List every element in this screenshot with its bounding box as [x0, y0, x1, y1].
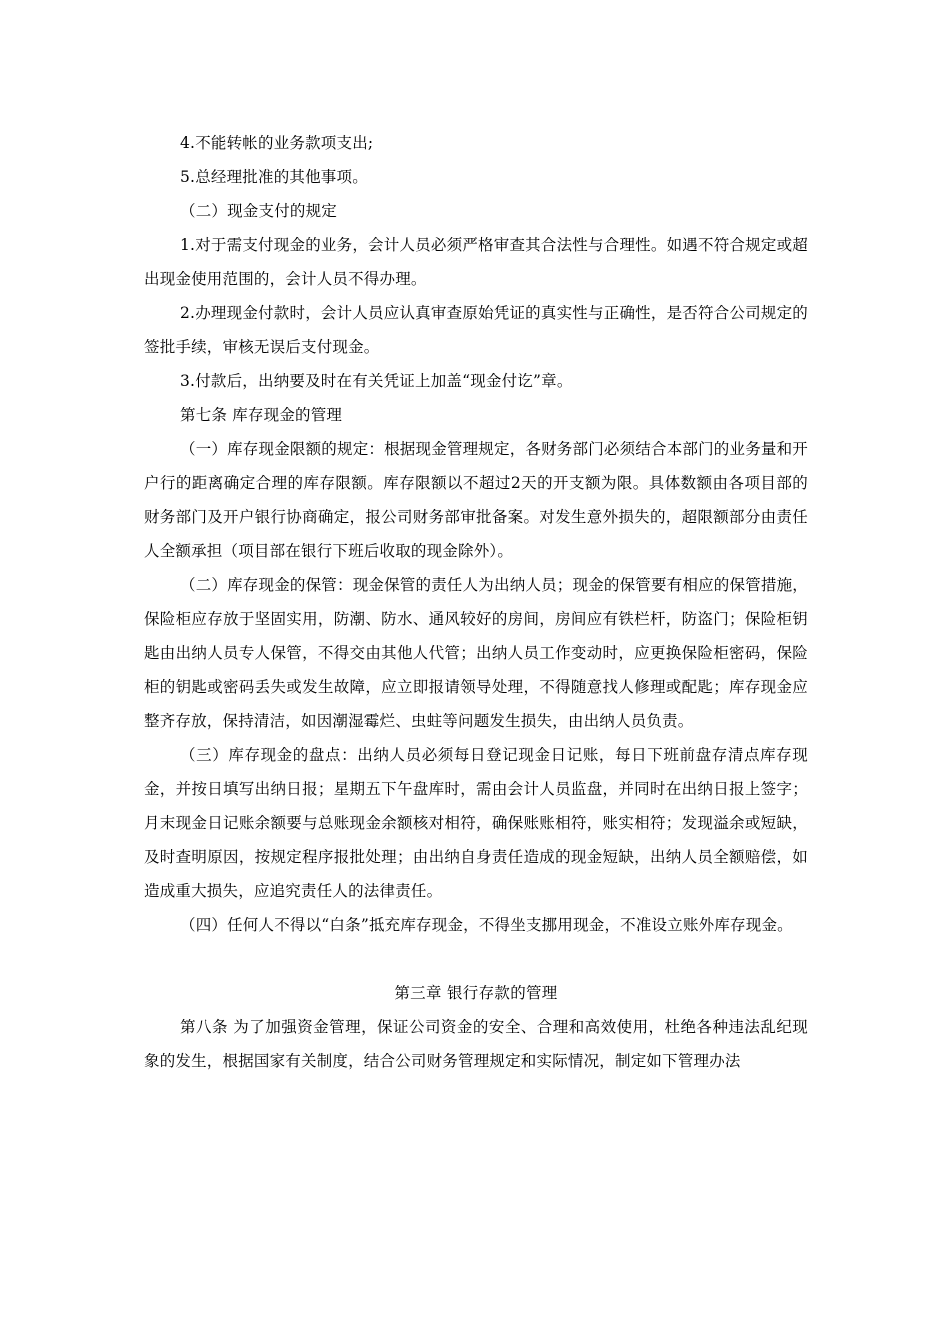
document-body — [144, 126, 808, 1078]
paragraph-item-4: 4.不能转帐的业务款项支出; — [180, 134, 374, 152]
paragraph-cash-custody: （二）库存现金的保管：现金保管的责任人为出纳人员；现金的保管要有相应的保管措施，保险柜应存放于坚固实用，防潮、防水、通风较好的房间，房间应有铁栏杆，防盗门；保险柜钥匙由出纳人员专人保管，不得交由其他人代管；出纳人员工作变动时，应更换保险柜密码，保险柜的钥匙或密码丢失或发生故障，应立即报请领导处理，不得随意找人修理或配匙；库存现金应整齐存放，保持清洁，如因潮湿霉烂、虫蛀等问题发生损失，由出纳人员负责。 — [144, 576, 809, 730]
article-eight-paragraph: 第八条 为了加强资金管理，保证公司资金的安全、合理和高效使用，杜绝各种违法乱纪现象的发生，根据国家有关制度，结合公司财务管理规定和实际情况，制定如下管理办法 — [144, 1018, 808, 1070]
paragraph-cash-prohibition: （四）任何人不得以“白条”抵充库存现金，不得坐支挪用现金，不准设立账外库存现金。 — [180, 916, 793, 934]
paragraph-payment-rule-3: 3.付款后，出纳要及时在有关凭证上加盖“现金付讫”章。 — [180, 372, 573, 390]
paragraph-cash-payment-heading: （二）现金支付的规定 — [180, 202, 338, 220]
paragraph-payment-rule-2: 2.办理现金付款时，会计人员应认真审查原始凭证的真实性与正确性，是否符合公司规定的签批手续，审核无误后支付现金。 — [144, 304, 808, 356]
paragraph-item-5: 5.总经理批准的其他事项。 — [180, 168, 368, 186]
spacer — [144, 942, 808, 976]
article-seven-heading: 第七条 库存现金的管理 — [180, 406, 343, 424]
paragraph-cash-limit: （一）库存现金限额的规定：根据现金管理规定，各财务部门必须结合本部门的业务量和开户行的距离确定合理的库存限额。库存限额以不超过2天的开支额为限。具体数额由各项目部的财务部门及开户银行协商确定，报公司财务部审批备案。对发生意外损失的，超限额部分由责任人全额承担（项目部在银行下班后收取的现金除外）。 — [144, 440, 809, 560]
paragraph-cash-count: （三）库存现金的盘点：出纳人员必须每日登记现金日记账，每日下班前盘存清点库存现金，并按日填写出纳日报；星期五下午盘库时，需由会计人员监盘，并同时在出纳日报上签字；月末现金日记账余额要与总账现金余额核对相符，确保账账相符，账实相符；发现溢余或短缺，及时查明原因，按规定程序报批处理；由出纳自身责任造成的现金短缺，出纳人员全额赔偿，如造成重大损失，应追究责任人的法律责任。 — [144, 746, 808, 900]
paragraph-payment-rule-1: 1.对于需支付现金的业务，会计人员必须严格审查其合法性与合理性。如遇不符合规定或超出现金使用范围的，会计人员不得办理。 — [144, 236, 808, 288]
chapter-three-title: 第三章 银行存款的管理 — [394, 984, 558, 1002]
